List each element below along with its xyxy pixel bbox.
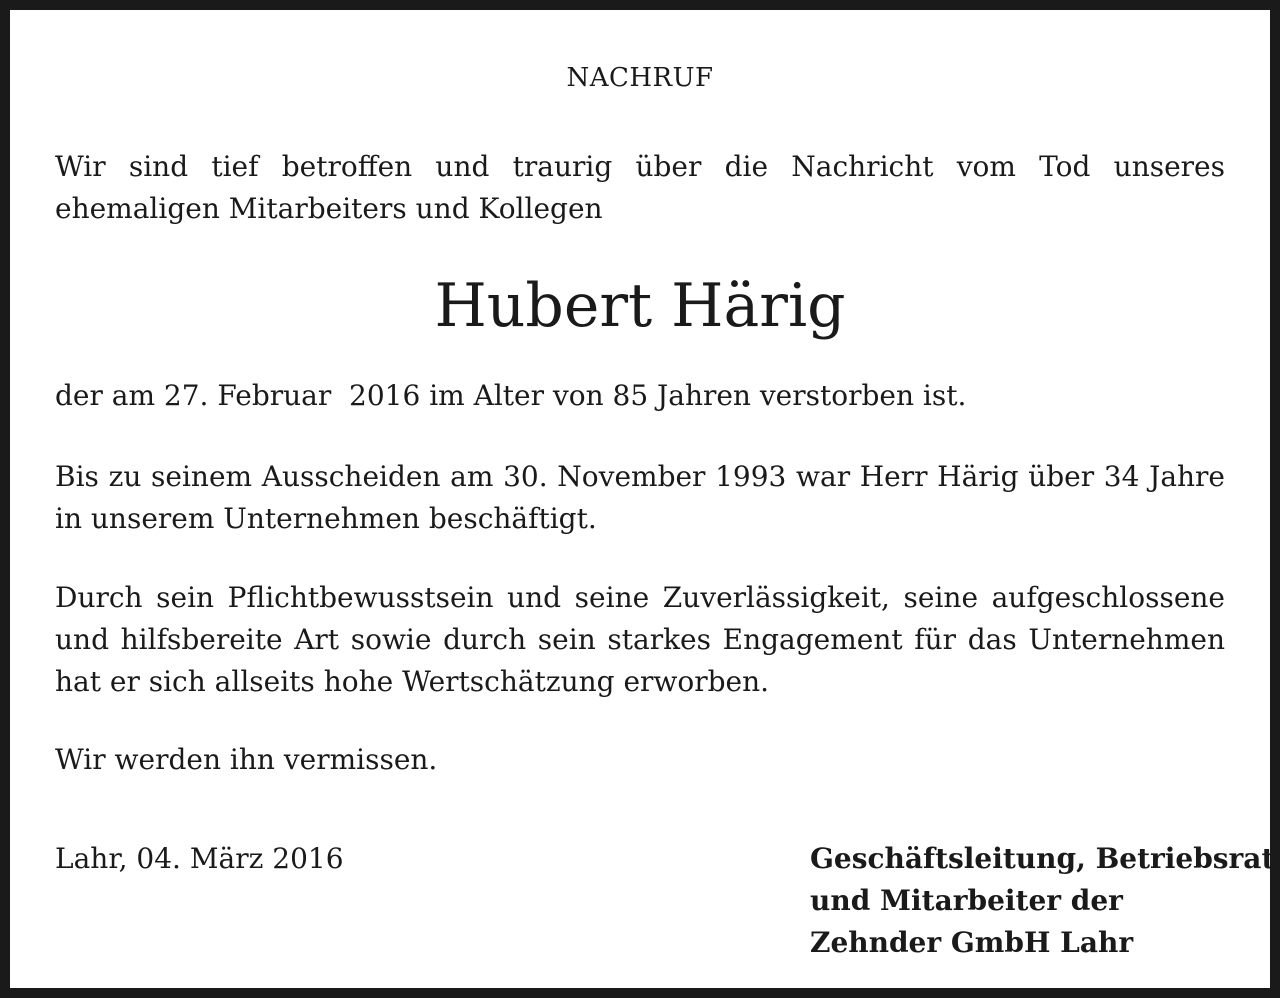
intro-paragraph: Wir sind tief betroffen und traurig über die Nachricht vom Tod unseres ehemaligen Mitarbeiters und Kollegen <box>55 150 1225 225</box>
deceased-name: Hubert Härig <box>434 271 846 341</box>
signature-line-1: Geschäftsleitung, Betriebsrat <box>810 842 1275 875</box>
signature-line-2: und Mitarbeiter der <box>810 884 1123 917</box>
place-date: Lahr, 04. März 2016 <box>55 842 344 875</box>
closing-line: Wir werden ihn vermissen. <box>55 743 438 776</box>
signature-line-3: Zehnder GmbH Lahr <box>810 926 1134 959</box>
death-notice-paragraph: der am 27. Februar 2016 im Alter von 85 Jahren verstorben ist. <box>55 379 967 412</box>
signature-block <box>810 838 1275 964</box>
notice-heading: NACHRUF <box>566 63 714 93</box>
career-paragraph: Bis zu seinem Ausscheiden am 30. November 1993 war Herr Härig über 34 Jahre in unserem Unternehmen beschäftigt. <box>55 460 1225 535</box>
character-paragraph: Durch sein Pflichtbewusstsein und seine Zuverlässigkeit, seine aufgeschlossene und hilfsbereite Art sowie durch sein starkes Engagement für das Unternehmen hat er sich allseits hohe Wertschätzung erworben. <box>55 581 1225 698</box>
